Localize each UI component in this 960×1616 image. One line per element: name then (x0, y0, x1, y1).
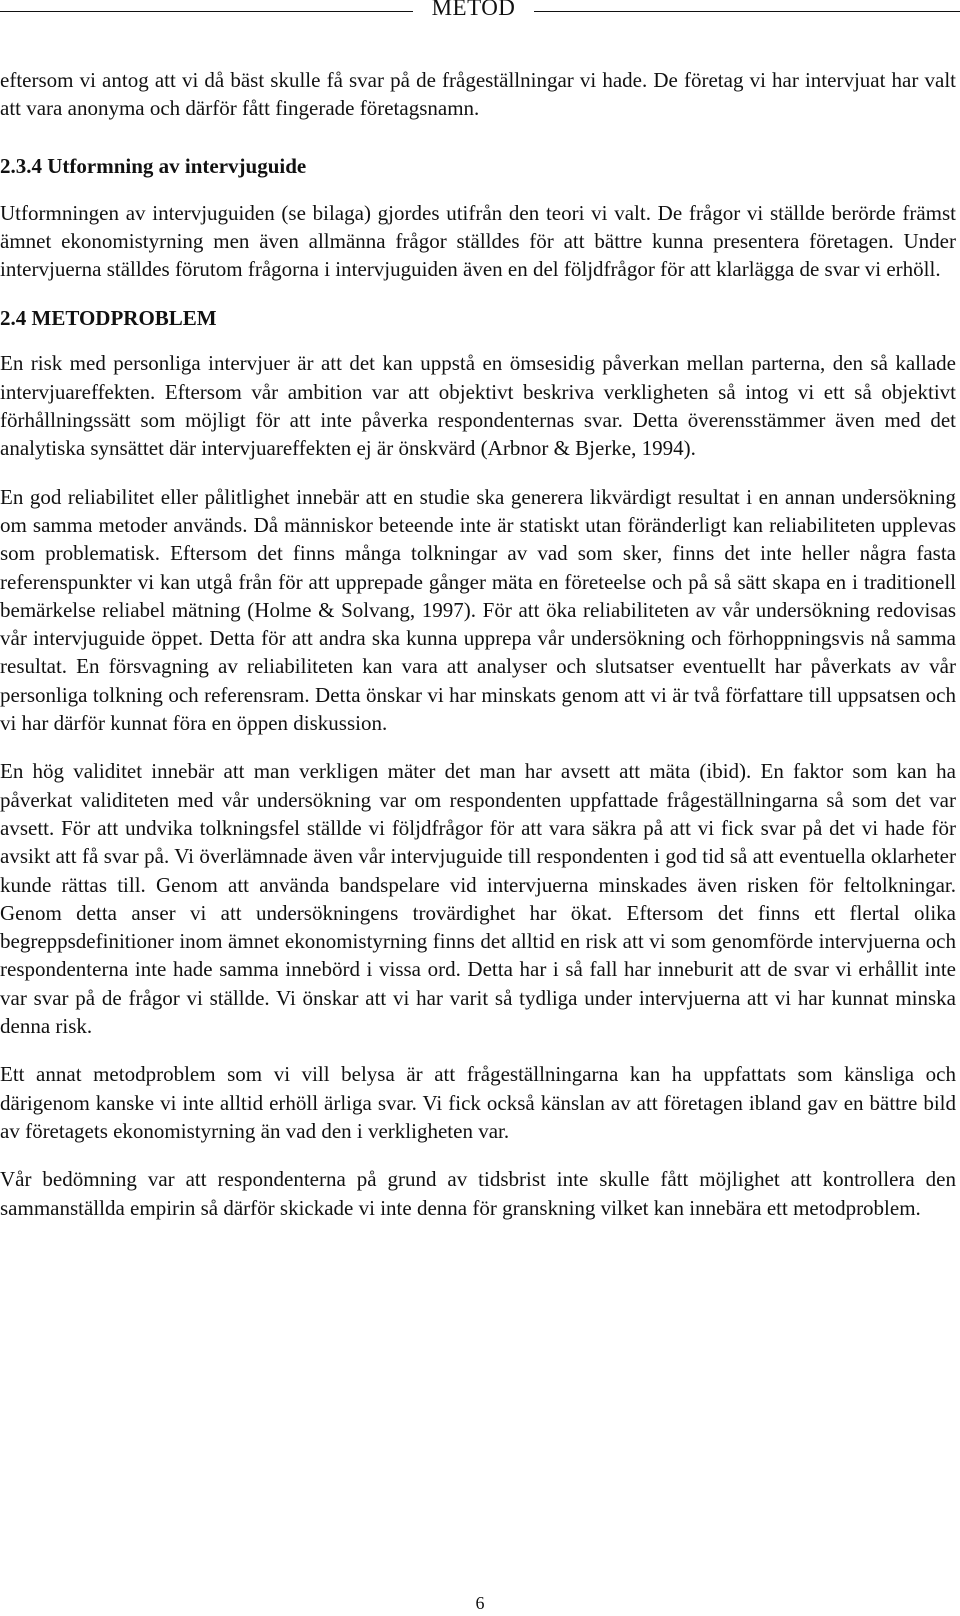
paragraph-tidsbrist: Vår bedömning var att respondenterna på grund av tidsbrist inte skulle fått möjlighet att kontrollera den sammanställda empirin så därför skickade vi inte denna för granskning vilket kan innebära ett metodproblem. (0, 1167, 956, 1220)
paragraph-validitet: En hög validitet innebär att man verkligen mäter det man har avsett att mäta (ibid). En faktor som kan ha påverkat validiteten med vår undersökning var om respondenten uppfattade frågeställningarna så som det var avsett. För att undvika tolkningsfel ställde vi följdfrågor för att vara säkra på att vi fick svar på det vi hade för avsikt att få svar på. Vi överlämnade även vår intervjuguide till respondenten i god tid så att eventuella oklarheter kunde rättas till. Genom att använda bandspelare vid intervjuerna minskades även risken för feltolkningar. Genom detta anser vi att undersökningens trovärdighet har ökat. Eftersom det finns ett flertal olika begreppsdefinitioner inom ämnet ekonomistyrning finns det alltid en risk att vi som genomförde intervjuerna och respondenterna inte hade samma innebörd i vissa ord. Detta har i så fall har inneburit att de svar vi erhållit inte var svar på de frågor vi ställde. Vi önskar att vi har varit så tydliga under intervjuerna att vi har kunnat minska denna risk. (0, 759, 956, 1039)
paragraph-intervjuareffekt: En risk med personliga intervjuer är att det kan uppstå en ömsesidig påverkan mellan parterna, den så kallade intervjuareffekten. Eftersom vår ambition var att objektivt beskriva verkligheten så intog vi ett så objektivt förhållningssätt som möjligt för att inte påverka respondenternas svar. Detta överensstämmer även med det analytiska synsättet där intervjuareffekten ej är önskvärd (Arbnor & Bjerke, 1994). (0, 351, 956, 461)
paragraph-reliabilitet: En god reliabilitet eller pålitlighet innebär att en studie ska generera likvärdigt resultat i en annan undersökning om samma metoder används. Då människor beteende inte är statiskt utan föränderligt kan reliabiliteten upplevas som problematisk. Eftersom det finns många tolkningar av vad som sker, finns det inte heller några fasta referenspunkter vi kan utgå från för att upprepade gånger mäta en företeelse och på så sätt skapa en i traditionell bemärkelse reliabel mätning (Holme & Solvang, 1997). För att öka reliabiliteten av vår undersökning redovisas vår intervjuguide öppet. Detta för att andra ska kunna upprepa vår undersökning och förhoppningsvis nå samma resultat. En försvagning av reliabiliteten kan vara att analyser och slutsatser eventuellt har påverkats av vår personliga tolkning och referensram. Detta önskar vi har minskats genom att vi är två författare till uppsatsen och vi har därför kunnat föra en öppen diskussion. (0, 484, 956, 736)
page-body (0, 66, 956, 1222)
header-rule-left (0, 11, 413, 12)
header-title: METOD (431, 0, 516, 20)
section-heading-intervjuguide: 2.3.4 Utformning av intervjuguide (0, 153, 307, 178)
page-number: 6 (475, 1593, 485, 1613)
running-header (0, 0, 960, 22)
section-heading-metodproblem: 2.4 METODPROBLEM (0, 306, 217, 331)
paragraph-intro-continuation: eftersom vi antog att vi då bäst skulle få svar på de frågeställningar vi hade. De företag vi har intervjuat har valt att vara anonyma och därför fått fingerade företagsnamn. (0, 68, 956, 121)
paragraph-intervjuguide: Utformningen av intervjuguiden (se bilaga) gjordes utifrån den teori vi valt. De frågor vi ställde berörde främst ämnet ekonomistyrning men även allmänna frågor ställdes för att bättre kunna presentera företagen. Under intervjuerna ställdes förutom frågorna i intervjuguiden även en del följdfrågor för att klarlägga de svar vi erhöll. (0, 200, 956, 282)
paragraph-kansliga-fragor: Ett annat metodproblem som vi vill belysa är att frågeställningarna kan ha uppfattats som känsliga och därigenom kanske vi inte alltid erhöll ärliga svar. Vi fick också känslan av att företagen ibland gav en bättre bild av företagets ekonomistyrning än vad den i verkligheten var. (0, 1062, 956, 1143)
header-rule-right (534, 11, 960, 12)
